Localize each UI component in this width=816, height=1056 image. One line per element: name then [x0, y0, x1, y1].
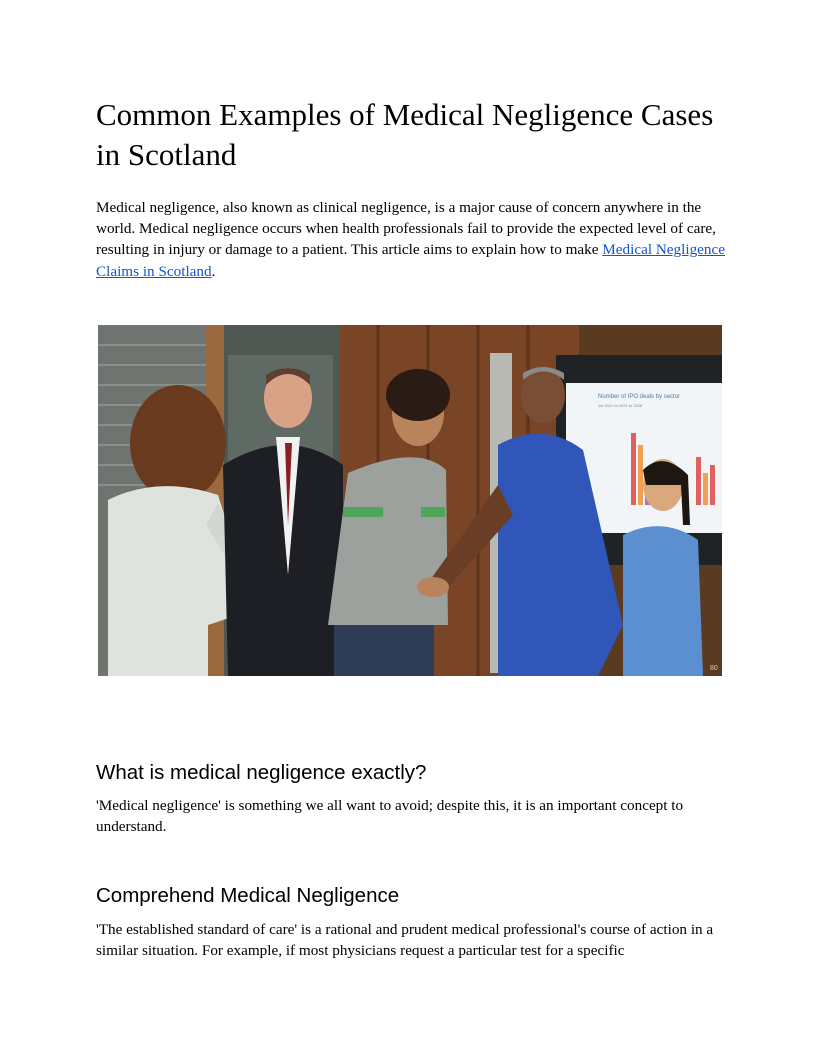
- section-heading: What is medical negligence exactly?: [96, 761, 427, 784]
- intro-end: .: [211, 262, 216, 280]
- screen-chart-title: Number of IPO deals by sector: [598, 394, 681, 400]
- section-body: 'Medical negligence' is something we all want to avoid; despite this, it is an important concept to understand.: [96, 797, 684, 836]
- section-heading: Comprehend Medical Negligence: [96, 884, 400, 907]
- screen-chart-subtitle: 1st 2021 to 2021 to 2026: [598, 403, 643, 408]
- page-title: Common Examples of Medical Negligence Cases in Scotland: [96, 97, 714, 172]
- intro-paragraph: [96, 197, 726, 282]
- claims-link[interactable]: Medical Negligence Claims in Scotland: [96, 241, 725, 280]
- section-body: 'The established standard of care' is a rational and prudent medical professional's course of action in a similar situation. For example, if most physicians request a particular test for a specific: [96, 921, 714, 960]
- corner-mark: 80: [710, 665, 718, 672]
- article-photo: [98, 325, 722, 676]
- intro-text: Medical negligence, also known as clinical negligence, is a major cause of concern anywhere in the world. Medical negligence occurs when health professionals fail to provide the expected level of care, resulting in injury or damage to a patient. This article aims to explain how to make: [96, 199, 716, 259]
